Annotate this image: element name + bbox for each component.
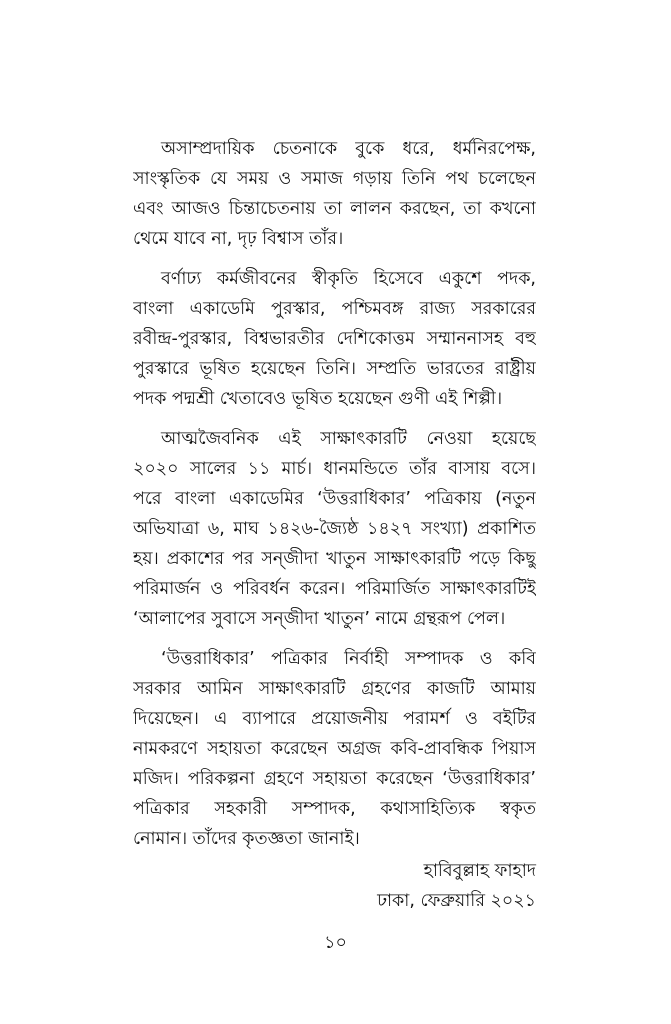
text-line: সরকার আমিন সাক্ষাৎকারটি গ্রহণের কাজটি আমায় xyxy=(133,679,536,699)
author-name: হাবিবুল্লাহ ফাহাদ xyxy=(423,861,536,881)
text-line: অভিযাত্রা ৬, মাঘ ১৪২৬-জ্যৈষ্ঠ ১৪২৭ সংখ্যা) প্রকাশিত xyxy=(133,519,536,539)
text-line: পত্রিকার সহকারী সম্পাদক, কথাসাহিত্যিক স্বকৃত xyxy=(133,799,536,819)
text-line: ২০২০ সালের ১১ মার্চ। ধানমন্ডিতে তাঁর বাসায় বসে। xyxy=(133,459,536,479)
text-line: বর্ণাঢ্য কর্মজীবনের স্বীকৃতি হিসেবে একুশে পদক, xyxy=(161,269,536,289)
text-line: ‘আলাপের সুবাসে সন্জীদা খাতুন’ নামে গ্রন্থরূপ পেল। xyxy=(133,609,506,629)
text-line: সাংস্কৃতিক যে সময় ও সমাজ গড়ায় তিনি পথ চলেছেন xyxy=(133,169,536,189)
text-line: ‘উত্তরাধিকার’ পত্রিকার নির্বাহী সম্পাদক ও কবি xyxy=(161,649,536,669)
text-line: পরে বাংলা একাডেমির ‘উত্তরাধিকার’ পত্রিকায় (নতুন xyxy=(133,489,536,509)
text-line: নামকরণে সহায়তা করেছেন অগ্রজ কবি-প্রাবন্ধিক পিয়াস xyxy=(133,739,536,759)
text-line: দিয়েছেন। এ ব্যাপারে প্রয়োজনীয় পরামর্শ ও বইটির xyxy=(133,709,536,729)
signature-block xyxy=(377,856,536,916)
paragraph xyxy=(133,134,536,254)
page-number: ১০ xyxy=(324,933,347,953)
text-line: পদক পদ্মশ্রী খেতাবেও ভূষিত হয়েছেন গুণী এই শিল্পী। xyxy=(133,389,503,409)
text-line: হয়। প্রকাশের পর সন্জীদা খাতুন সাক্ষাৎকারটি পড়ে কিছু xyxy=(133,549,536,569)
text-line: থেমে যাবে না, দৃঢ় বিশ্বাস তাঁর। xyxy=(133,229,344,249)
place-date: ঢাকা, ফেব্রুয়ারি ২০২১ xyxy=(377,891,536,911)
text-line: রবীন্দ্র-পুরস্কার, বিশ্বভারতীর দেশিকোত্তম সম্মাননাসহ বহু xyxy=(133,329,536,349)
text-line: নোমান। তাঁদের কৃতজ্ঞতা জানাই। xyxy=(133,829,360,849)
text-line: মজিদ। পরিকল্পনা গ্রহণে সহায়তা করেছেন ‘উত্তরাধিকার’ xyxy=(133,769,536,789)
body-text xyxy=(133,134,536,864)
text-line: পরিমার্জন ও পরিবর্ধন করেন। পরিমার্জিত সাক্ষাৎকারটিই xyxy=(133,579,536,599)
paragraph xyxy=(133,644,536,854)
text-line: অসাম্প্রদায়িক চেতনাকে বুকে ধরে, ধর্মনিরপেক্ষ, xyxy=(161,139,536,159)
text-line: পুরস্কারে ভূষিত হয়েছেন তিনি। সম্প্রতি ভারতের রাষ্ট্রীয় xyxy=(133,359,536,379)
paragraph xyxy=(133,424,536,634)
text-line: আত্মজৈবনিক এই সাক্ষাৎকারটি নেওয়া হয়েছে xyxy=(161,429,536,449)
paragraph xyxy=(133,264,536,414)
text-line: বাংলা একাডেমি পুরস্কার, পশ্চিমবঙ্গ রাজ্য সরকারের xyxy=(133,299,536,319)
text-line: এবং আজও চিন্তাচেতনায় তা লালন করছেন, তা কখনো xyxy=(133,199,536,219)
